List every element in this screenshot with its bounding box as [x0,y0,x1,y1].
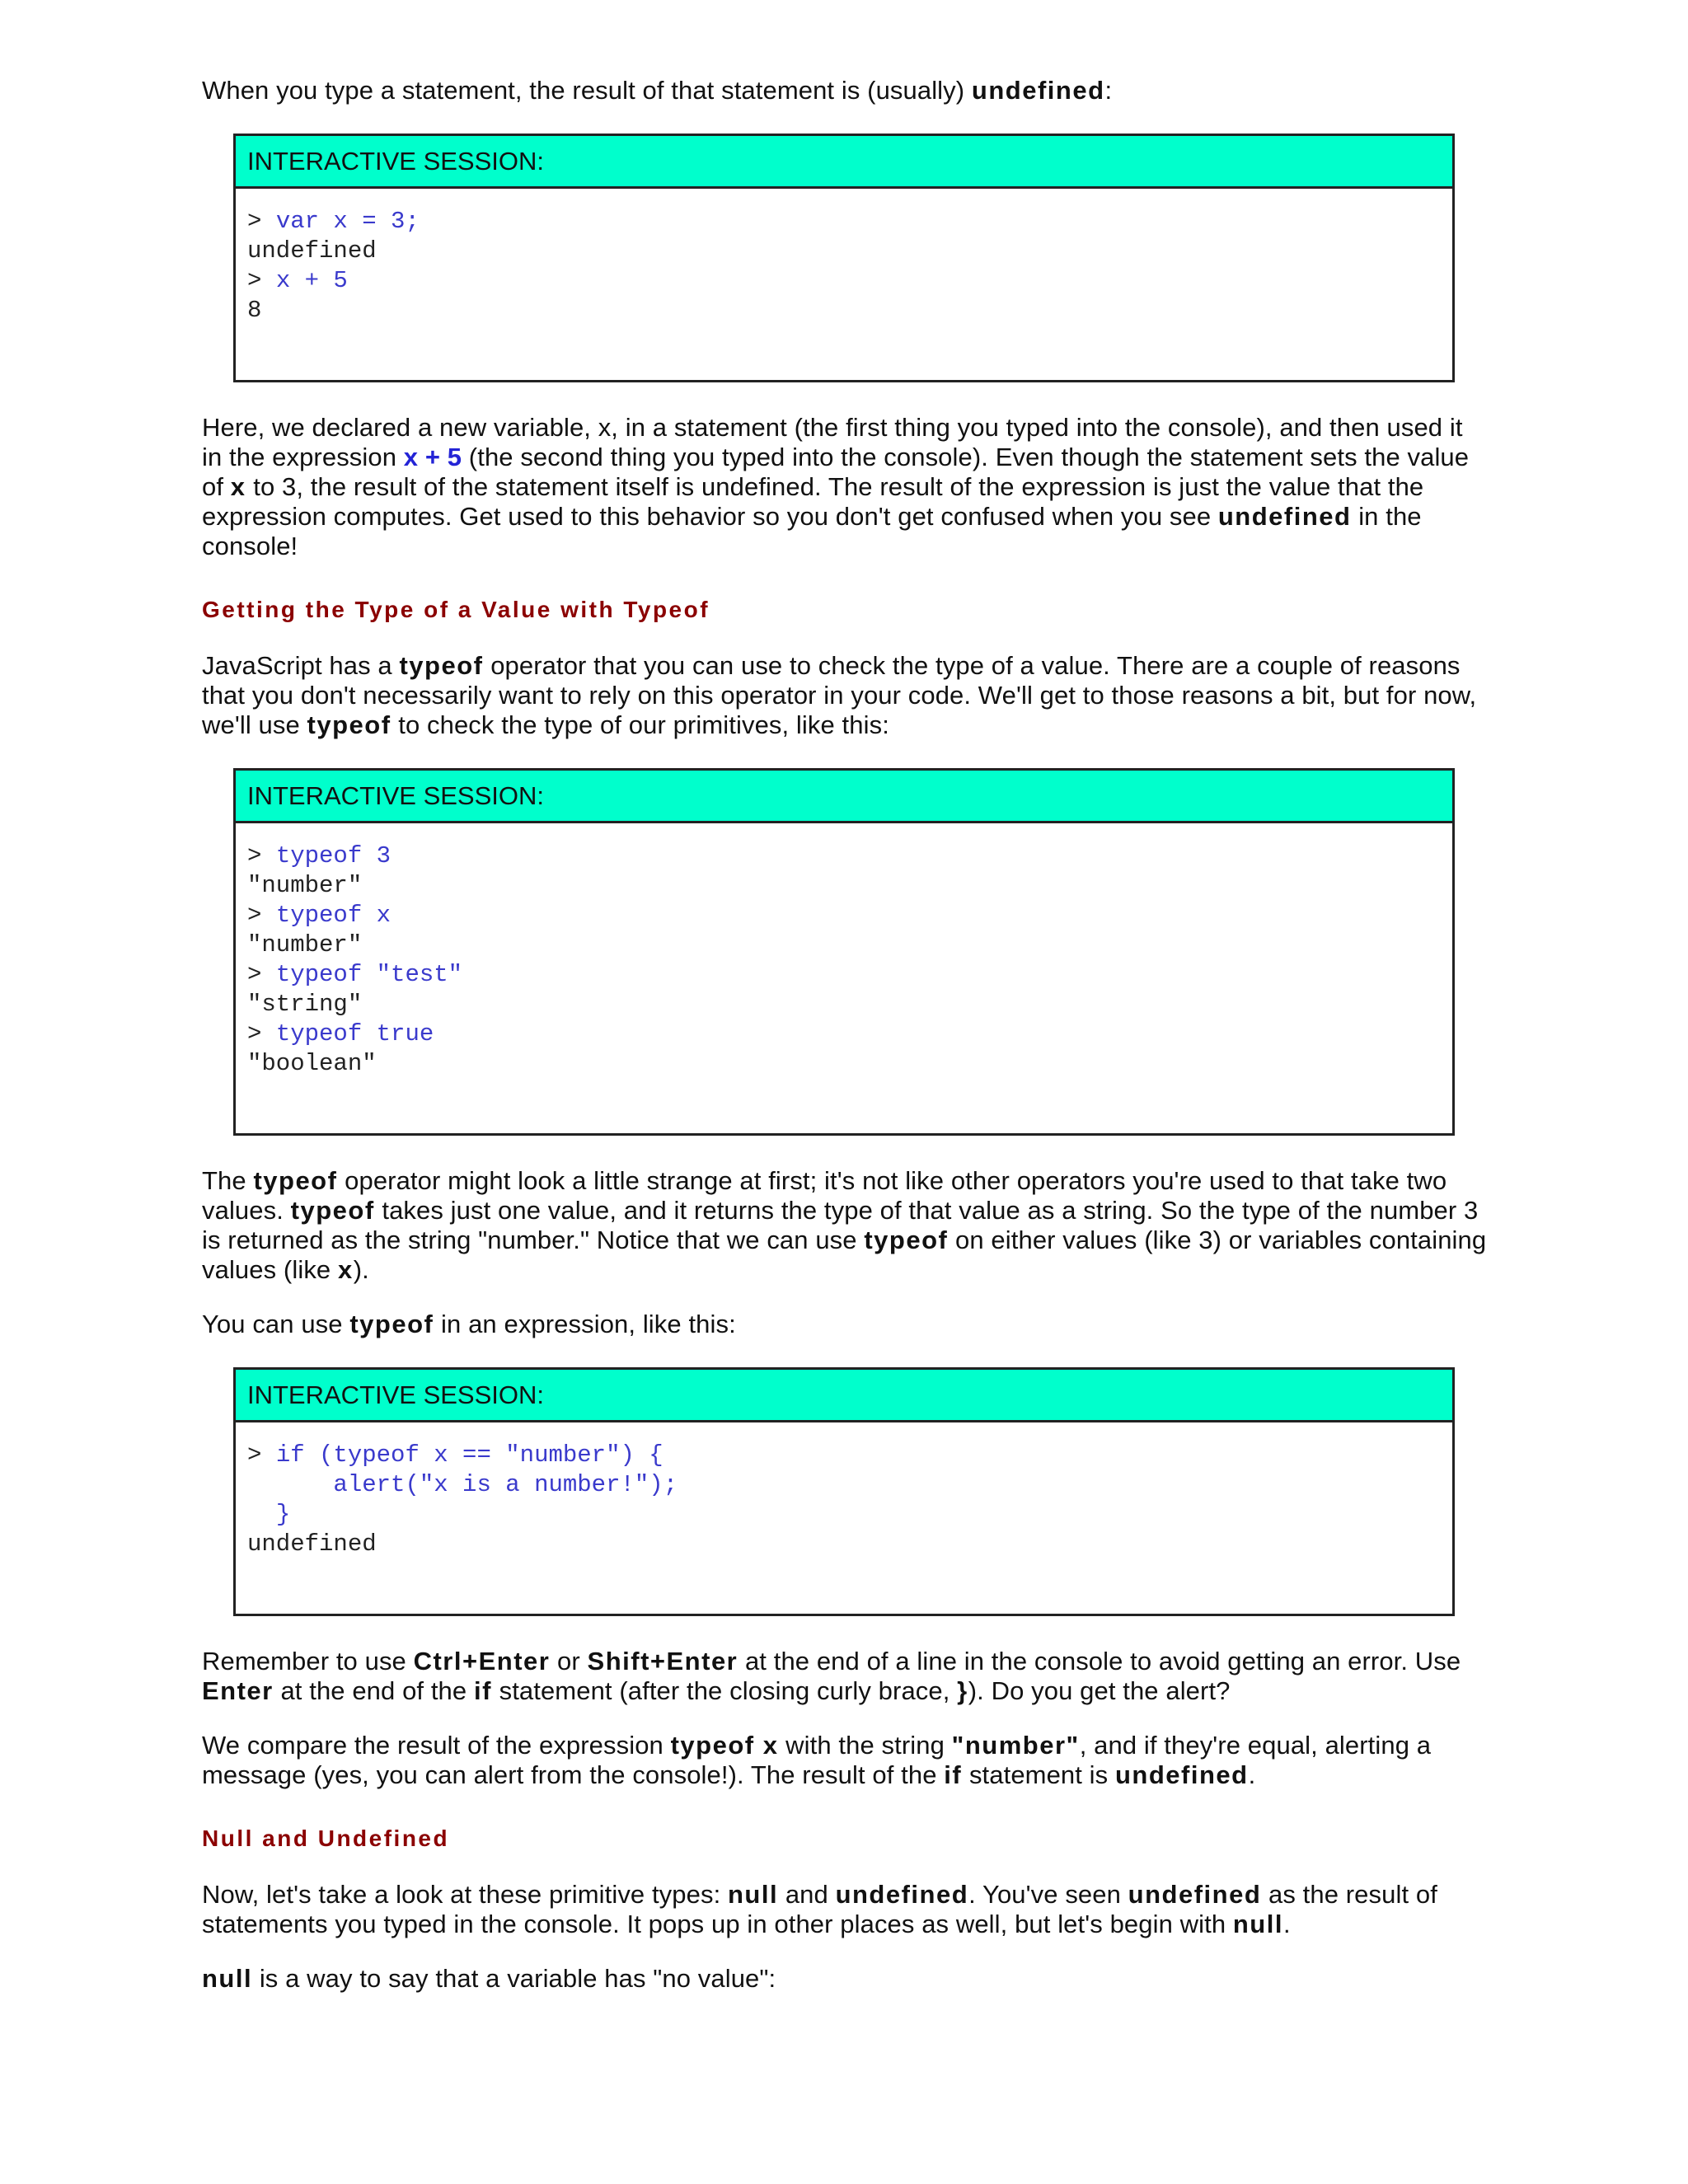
console-input-line [247,901,1441,930]
console-output-text: undefined [247,237,377,265]
console-input-text: typeof x [275,902,392,929]
console-prompt: > [247,267,276,294]
console-output-text: "number" [247,872,363,899]
paragraph-typeof-expression: You can use typeof in an expression, like this: [202,1310,736,1338]
console-output-line [247,1049,1441,1079]
console-output-text: "boolean" [247,1050,377,1077]
console-input-line [247,960,1441,990]
console-output-line [247,296,1441,326]
interactive-session-1 [233,134,1455,382]
console-prompt: > [247,1441,276,1469]
session-body [236,823,1452,1079]
console-input-text: typeof 3 [275,842,392,869]
console-input-text: var x = 3; [275,208,420,235]
console-prompt [247,1501,276,1528]
session-header: INTERACTIVE SESSION: [236,1370,1452,1422]
console-output-line [247,237,1441,266]
interactive-session-3 [233,1367,1455,1616]
console-input-text: x + 5 [275,267,348,294]
paragraph-null-undefined: Now, let's take a look at these primitive types: null and undefined. You've seen undefined as the result of statements you typed in the console. It pops up in other places as well, but let's begin with null. [202,1880,1437,1938]
console-output-text: undefined [247,1530,377,1558]
console-prompt: > [247,842,276,869]
console-output-text: 8 [247,297,262,324]
console-input-line [247,1441,1441,1470]
console-prompt: > [247,208,276,235]
console-prompt [247,1471,276,1498]
console-prompt: > [247,902,276,929]
paragraph-null-definition: null is a way to say that a variable has "no value": [202,1964,776,1993]
console-output-line [247,1530,1441,1559]
console-input-line [247,266,1441,296]
paragraph-ctrl-enter: Remember to use Ctrl+Enter or Shift+Enter at the end of a line in the console to avoid getting an error. Use Enter at the end of the if statement (after the closing curly brace, }). Do you get the alert? [202,1647,1461,1705]
console-input-line [247,1470,1441,1500]
console-prompt: > [247,1020,276,1047]
session-body [236,1422,1452,1559]
console-input-line [247,1500,1441,1530]
paragraph-typeof-explanation: The typeof operator might look a little strange at first; it's not like other operators you're used to that take two values. typeof takes just one value, and it returns the type of that value as a string. So the type of the number 3 is returned as the string "number." Notice that we can use typeof on either values (like 3) or variables containing values (like x). [202,1166,1487,1284]
document-page [202,76,1488,1994]
console-input-text: alert("x is a number!"); [275,1471,678,1498]
session-header: INTERACTIVE SESSION: [236,136,1452,189]
console-output-line [247,930,1441,960]
section-heading-typeof: Getting the Type of a Value with Typeof [202,597,710,622]
console-prompt: > [247,961,276,988]
session-header: INTERACTIVE SESSION: [236,771,1452,823]
console-input-line [247,841,1441,871]
console-output-text: "number" [247,931,363,958]
paragraph-typeof-intro: JavaScript has a typeof operator that you can use to check the type of a value. There are a couple of reasons that you don't necessarily want to rely on this operator in your code. We'll get to those reasons a bit, but for now, we'll use typeof to check the type of our primitives, like this: [202,651,1477,739]
console-input-line [247,207,1441,237]
interactive-session-2 [233,768,1455,1136]
console-input-text: } [275,1501,291,1528]
paragraph-compare-result: We compare the result of the expression typeof x with the string "number", and if they're equal, alerting a message (yes, you can alert from the console!). The result of the if statement is undefined. [202,1731,1432,1789]
console-output-line [247,871,1441,901]
console-input-text: if (typeof x == "number") { [275,1441,663,1469]
section-heading-null-undefined: Null and Undefined [202,1825,450,1851]
console-input-text: typeof true [275,1020,434,1047]
console-output-line [247,990,1441,1019]
session-body [236,189,1452,326]
console-output-text: "string" [247,991,363,1018]
intro-paragraph: When you type a statement, the result of that statement is (usually) undefined: [202,76,1113,105]
console-input-line [247,1019,1441,1049]
console-input-text: typeof "test" [275,961,463,988]
paragraph-statement-explanation: Here, we declared a new variable, x, in a statement (the first thing you typed into the console), and then used it in the expression x + 5 (the second thing you typed into the console). Even though the statement sets the value of x to 3, the result of the statement itself is undefined. The result of the expression is just the value that the expression computes. Get used to this behavior so you don't get confused when you see undefined in the console! [202,413,1470,560]
